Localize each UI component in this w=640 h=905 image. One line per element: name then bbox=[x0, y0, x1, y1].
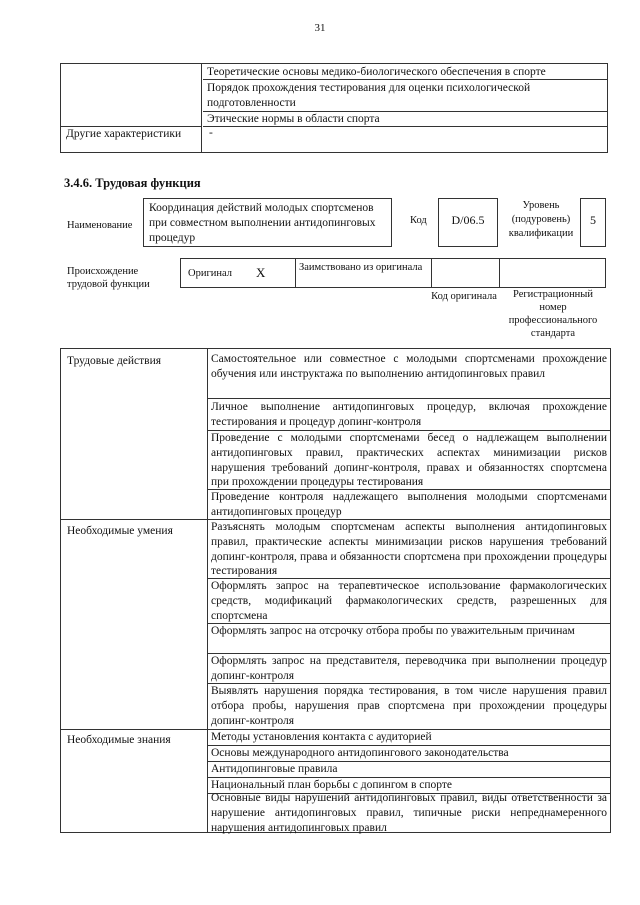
knowledge-label: Необходимые знания bbox=[67, 734, 171, 746]
list-item: Выявлять нарушения порядка тестирования, в том числе нарушения правил отбора пробы, нарушения прав спортсмена при прохождении процедуры допинг-контроля bbox=[211, 685, 607, 727]
other-characteristics-label: Другие характеристики bbox=[66, 128, 182, 140]
top-table-row: Этические нормы в области спорта bbox=[207, 113, 380, 125]
main-table bbox=[60, 348, 611, 833]
original-mark: X bbox=[256, 265, 266, 280]
top-table bbox=[60, 63, 608, 153]
name-label: Наименование bbox=[67, 220, 133, 231]
list-item: Проведение с молодыми спортсменами бесед о надлежащем выполнении антидопинговых правил, практических аспектах минимизации рисков нарушения требований допинг-контроля, правах и обязанностях спортсмена при прохождении процедуры тестирования bbox=[211, 432, 607, 489]
skills-label: Необходимые умения bbox=[67, 525, 173, 537]
list-item: Антидопинговые правила bbox=[211, 763, 338, 775]
list-item: Национальный план борьбы с допингом в спорте bbox=[211, 779, 452, 791]
actions-label: Трудовые действия bbox=[67, 355, 162, 367]
list-item: Оформлять запрос на отсрочку отбора пробы по уважительным причинам bbox=[211, 625, 575, 637]
code-original-caption: Код оригинала bbox=[431, 291, 497, 302]
list-item: Методы установления контакта с аудиторией bbox=[211, 731, 432, 743]
list-item: Оформлять запрос на терапевтическое использование фармакологических средств, модификаций фармакологических средств, разрешенных для спортсмена bbox=[211, 580, 607, 622]
code-box bbox=[438, 198, 498, 247]
section-title: 3.4.6. Трудовая функция bbox=[64, 176, 201, 190]
list-item: Оформлять запрос на представителя, переводчика при выполнении процедур допинг-контроля bbox=[211, 655, 607, 682]
top-table-row: Порядок прохождения тестирования для оценки психологической подготовленности bbox=[207, 82, 531, 109]
list-item: Самостоятельное или совместное с молодыми спортсменами прохождение обучения или инструктажа по выполнению антидопинговых правил bbox=[211, 353, 607, 380]
top-table-row: Теоретические основы медико-биологического обеспечения в спорте bbox=[207, 66, 546, 78]
function-name: Координация действий молодых спортсменов при совместном выполнении антидопинговых процедур bbox=[149, 202, 376, 244]
borrowed-label: Заимствовано из оригинала bbox=[299, 262, 423, 273]
original-label: Оригинал bbox=[188, 268, 232, 279]
code-label: Код bbox=[410, 215, 427, 226]
level-label: Уровень (подуровень) квалификации bbox=[508, 200, 574, 239]
list-item: Разъяснять молодым спортсменам аспекты выполнения антидопинговых правил, практические аспекты минимизации рисков нарушения требований допинг-контроля, права и обязанности спортсмена при прохождении процедуры тестирования bbox=[211, 521, 607, 578]
list-item: Проведение контроля надлежащего выполнения молодыми спортсменами антидопинговых процедур bbox=[211, 491, 607, 518]
origin-label: Происхождение трудовой функции bbox=[67, 266, 150, 290]
page-number: 31 bbox=[314, 22, 326, 34]
function-name-box bbox=[143, 198, 392, 247]
registration-number-caption: Регистрационный номер профессионального стандарта bbox=[508, 289, 598, 339]
other-characteristics-value: - bbox=[209, 127, 213, 139]
list-item: Личное выполнение антидопинговых процедур, включая прохождение тестирования и процедур допинг-контроля bbox=[211, 401, 607, 428]
list-item: Основы международного антидопингового законодательства bbox=[211, 747, 509, 759]
code-value: D/06.5 bbox=[451, 213, 485, 227]
list-item: Основные виды нарушений антидопинговых правил, виды ответственности за нарушение антидопинговых правил, типичные риски непреднамеренного нарушения антидопинговых правил bbox=[211, 792, 607, 834]
level-value: 5 bbox=[590, 213, 596, 227]
level-box bbox=[580, 198, 606, 247]
